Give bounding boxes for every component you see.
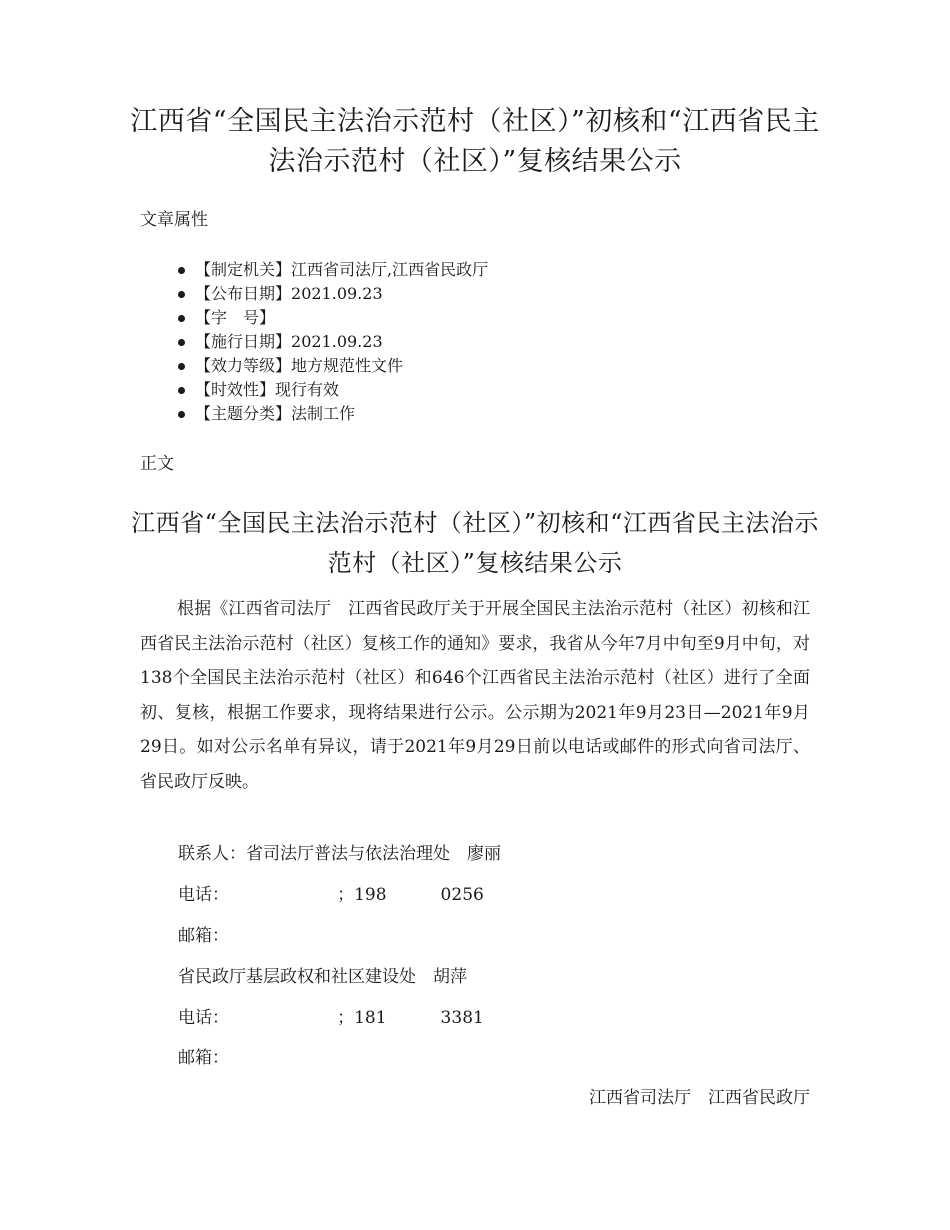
bullet-icon (178, 315, 185, 322)
body-label: 正文 (140, 454, 174, 474)
body-title: 江西省“全国民主法治示范村（社区）”初核和“江西省民主法治示范村（社区）”复核结果公示 (131, 509, 819, 577)
email-line: 邮箱： (178, 1048, 229, 1068)
contact-line: 省民政厅基层政权和社区建设处 胡萍 (178, 967, 467, 987)
attribute-label: 【效力等级】 (195, 356, 292, 375)
attribute-label: 【字 号】 (195, 308, 276, 327)
bullet-icon (178, 267, 185, 274)
bullet-icon (178, 387, 185, 394)
attribute-label: 【施行日期】 (195, 332, 292, 351)
attribute-value: 2021.09.23 (291, 332, 383, 351)
attribute-item (140, 306, 488, 330)
phone-line: 电话： ；181 3381 (178, 1008, 484, 1028)
contact-line: 联系人：省司法厅普法与依法治理处 廖丽 (178, 844, 501, 864)
attributes-label: 文章属性 (140, 210, 208, 230)
body-paragraph: 根据《江西省司法厅 江西省民政厅关于开展全国民主法治示范村（社区）初核和江西省民主法治示范村（社区）复核工作的通知》要求，我省从今年7月中旬至9月中旬，对138个全国民主法治示范村（社区）和646个江西省民主法治示范村（社区）进行了全面初、复核，根据工作要求，现将结果进行公示。公示期为2021年9月23日—2021年9月29日。如对公示名单有异议，请于2021年9月29日前以电话或邮件的形式向省司法厅、省民政厅反映。 (140, 599, 810, 792)
document-title: 江西省“全国民主法治示范村（社区）”初核和“江西省民主法治示范村（社区）”复核结果公示 (130, 106, 820, 177)
attribute-item (140, 330, 488, 354)
signature: 江西省司法厅 江西省民政厅 (589, 1088, 810, 1108)
attribute-label: 【公布日期】 (195, 284, 292, 303)
attribute-value: 江西省司法厅,江西省民政厅 (291, 260, 489, 279)
attribute-label: 【主题分类】 (195, 404, 292, 423)
attribute-item (140, 378, 488, 402)
attribute-value: 2021.09.23 (291, 284, 383, 303)
attribute-value: 法制工作 (291, 404, 356, 423)
attribute-value: 现行有效 (275, 380, 340, 399)
bullet-icon (178, 339, 185, 346)
email-line: 邮箱： (178, 926, 229, 946)
attribute-value: 地方规范性文件 (291, 356, 404, 375)
attribute-label: 【制定机关】 (195, 260, 292, 279)
bullet-icon (178, 411, 185, 418)
bullet-icon (178, 291, 185, 298)
attribute-item (140, 282, 488, 306)
phone-line: 电话： ；198 0256 (178, 885, 484, 905)
attributes-list (140, 258, 488, 426)
attribute-item (140, 258, 488, 282)
bullet-icon (178, 363, 185, 370)
attribute-item (140, 354, 488, 378)
attribute-item (140, 402, 488, 426)
attribute-label: 【时效性】 (195, 380, 276, 399)
